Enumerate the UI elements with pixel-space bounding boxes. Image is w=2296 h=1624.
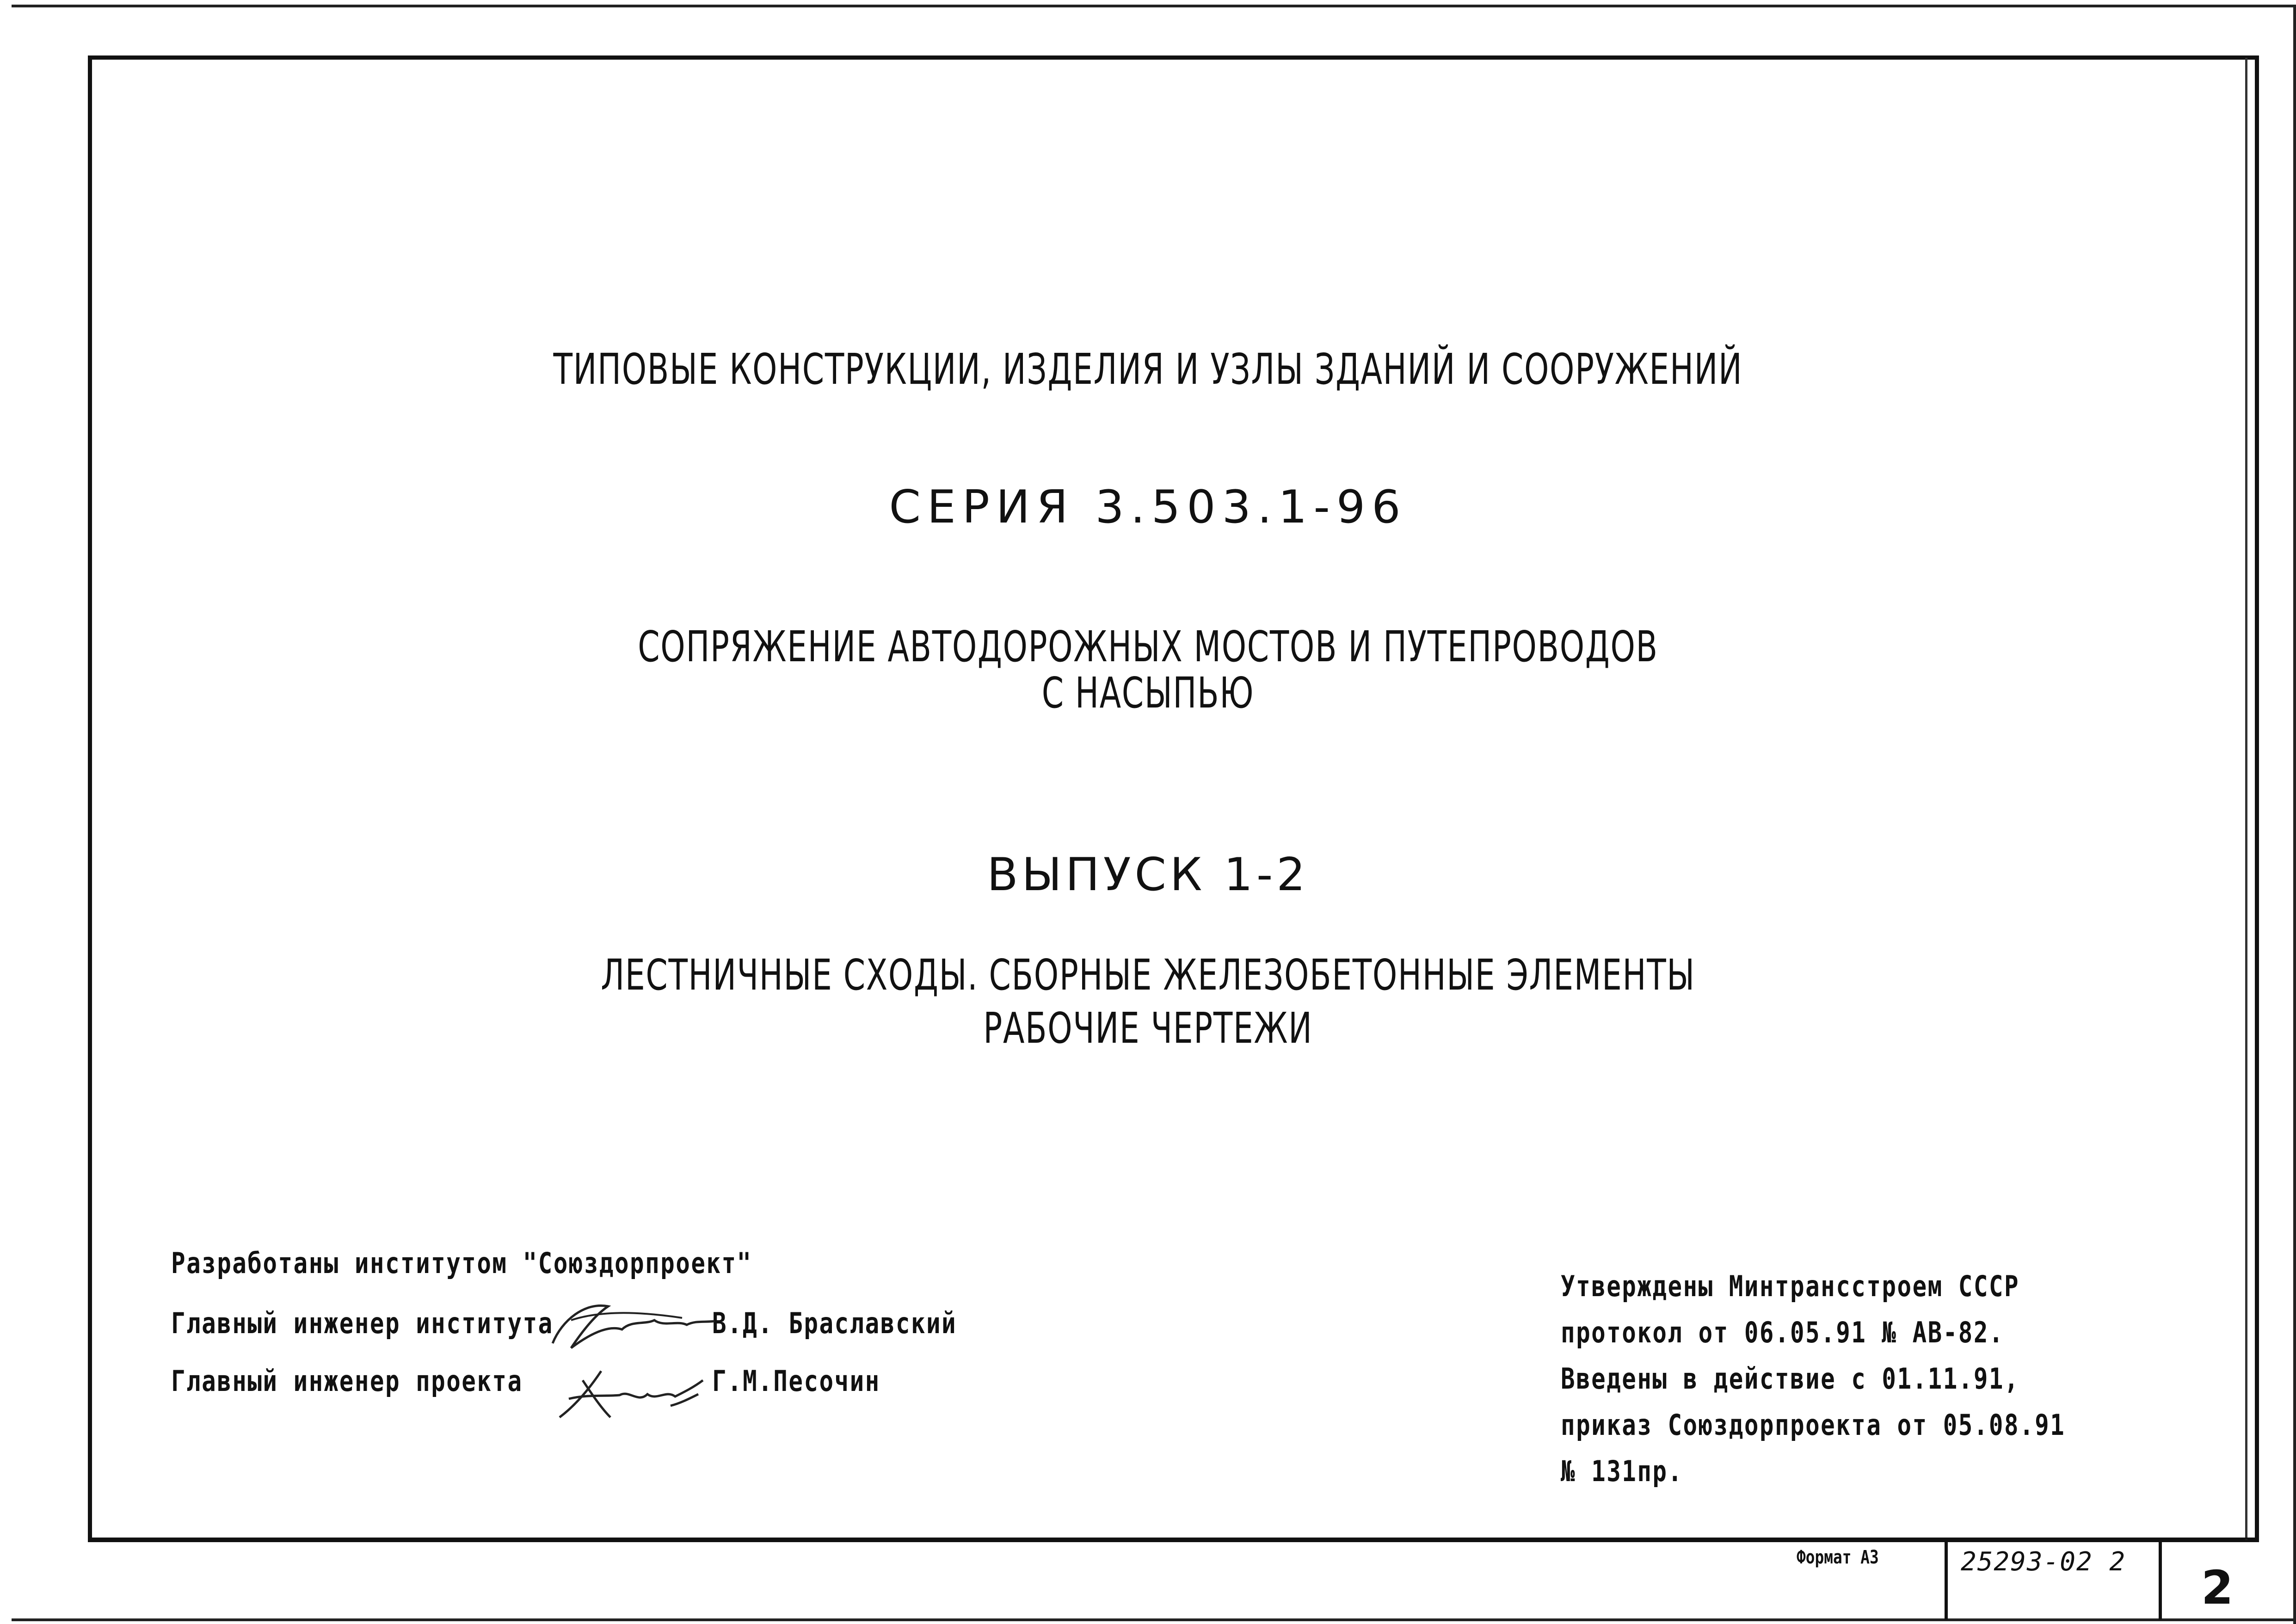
sheet-number: 2 xyxy=(2201,1561,2234,1615)
document-code: 25293-02 2 xyxy=(1961,1547,2126,1577)
format-label: Формат А3 xyxy=(1797,1547,1879,1568)
subject-line-2: С НАСЫПЬЮ xyxy=(1041,668,1255,718)
developer-organization: Разработаны институтом "Союздорпроект" xyxy=(171,1246,752,1280)
approval-line-2: протокол от 06.05.91 № АВ-82. xyxy=(1561,1316,2004,1349)
chief-engineer-name: В.Д. Браславский xyxy=(712,1306,957,1340)
chief-engineer-label: Главный инженер института xyxy=(171,1306,554,1340)
project-engineer-label: Главный инженер проекта xyxy=(171,1364,523,1398)
project-engineer-name: Г.М.Песочин xyxy=(712,1364,880,1398)
description-line-1: ЛЕСТНИЧНЫЕ СХОДЫ. СБОРНЫЕ ЖЕЛЕЗОБЕТОННЫЕ ЭЛЕМЕНТЫ xyxy=(601,950,1695,1000)
description-line-2: РАБОЧИЕ ЧЕРТЕЖИ xyxy=(983,1003,1313,1053)
signature-1-icon xyxy=(543,1292,719,1357)
approval-line-4: приказ Союздорпроекта от 05.08.91 xyxy=(1561,1408,2066,1442)
frame-inner-right-line xyxy=(2245,58,2247,1540)
frame-bottom-line xyxy=(88,1538,2259,1539)
signature-2-icon xyxy=(550,1362,708,1427)
approval-line-1: Утверждены Минтрансстроем СССР xyxy=(1561,1269,2020,1303)
issue-title: ВЫПУСК 1-2 xyxy=(987,849,1309,901)
approval-line-3: Введены в действие с 01.11.91, xyxy=(1561,1362,2020,1396)
approval-line-5: № 131пр. xyxy=(1561,1454,1683,1488)
subject-line-1: СОПРЯЖЕНИЕ АВТОДОРОЖНЫХ МОСТОВ И ПУТЕПРОВОДОВ xyxy=(638,622,1658,671)
main-title: ТИПОВЫЕ КОНСТРУКЦИИ, ИЗДЕЛИЯ И УЗЛЫ ЗДАНИЙ И СООРУЖЕНИЙ xyxy=(553,344,1743,394)
series-title: СЕРИЯ 3.503.1-96 xyxy=(889,481,1407,534)
